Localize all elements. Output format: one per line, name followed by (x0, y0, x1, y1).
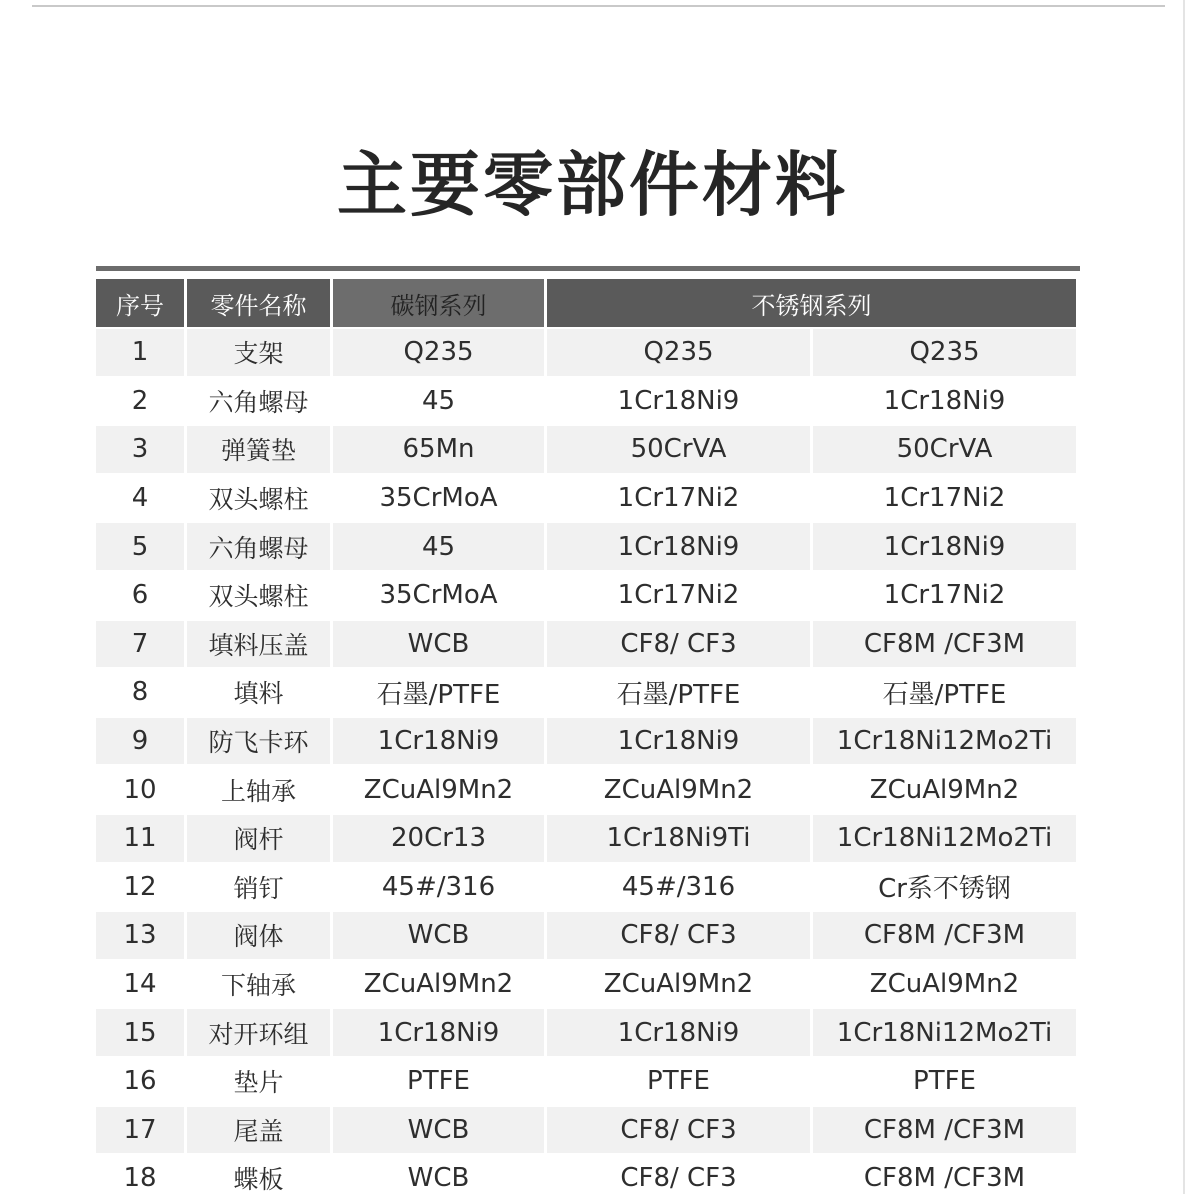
cell-part-name: 阀体 (187, 912, 330, 959)
cell-stainless-2: 1Cr18Ni12Mo2Ti (813, 815, 1076, 862)
header-stainless-steel: 不锈钢系列 (547, 279, 1076, 327)
cell-stainless-1: 1Cr18Ni9 (547, 523, 810, 570)
cell-stainless-2: PTFE (813, 1058, 1076, 1105)
cell-part-name: 防飞卡环 (187, 718, 330, 765)
cell-stainless-1: CF8/ CF3 (547, 621, 810, 668)
cell-stainless-1: CF8/ CF3 (547, 1107, 810, 1154)
cell-index: 11 (96, 815, 184, 862)
table-row (96, 1107, 1080, 1154)
cell-stainless-2: ZCuAl9Mn2 (813, 961, 1076, 1008)
cell-index: 15 (96, 1009, 184, 1056)
cell-stainless-1: 1Cr18Ni9 (547, 718, 810, 765)
cell-stainless-1: 1Cr18Ni9Ti (547, 815, 810, 862)
cell-carbon-steel: 45 (333, 378, 544, 425)
materials-table (96, 266, 1080, 1204)
cell-stainless-1: 45#/316 (547, 864, 810, 911)
cell-stainless-1: CF8/ CF3 (547, 1155, 810, 1202)
cell-index: 8 (96, 669, 184, 716)
cell-carbon-steel: 20Cr13 (333, 815, 544, 862)
cell-carbon-steel: 65Mn (333, 426, 544, 473)
top-divider (32, 5, 1165, 7)
cell-part-name: 蝶板 (187, 1155, 330, 1202)
cell-stainless-2: CF8M /CF3M (813, 1107, 1076, 1154)
cell-carbon-steel: 45#/316 (333, 864, 544, 911)
cell-part-name: 阀杆 (187, 815, 330, 862)
table-row (96, 912, 1080, 959)
cell-carbon-steel: WCB (333, 621, 544, 668)
cell-part-name: 填料压盖 (187, 621, 330, 668)
table-row (96, 815, 1080, 862)
cell-stainless-2: CF8M /CF3M (813, 912, 1076, 959)
cell-stainless-2: CF8M /CF3M (813, 1155, 1076, 1202)
cell-stainless-1: 1Cr18Ni9 (547, 378, 810, 425)
cell-stainless-2: 石墨/PTFE (813, 669, 1076, 716)
table-header-row (96, 279, 1080, 327)
cell-part-name: 六角螺母 (187, 378, 330, 425)
cell-stainless-2: Q235 (813, 329, 1076, 376)
cell-stainless-1: 1Cr17Ni2 (547, 572, 810, 619)
table-row (96, 718, 1080, 765)
cell-index: 9 (96, 718, 184, 765)
cell-stainless-2: 1Cr17Ni2 (813, 475, 1076, 522)
table-body (96, 329, 1080, 1202)
cell-stainless-2: CF8M /CF3M (813, 621, 1076, 668)
table-row (96, 864, 1080, 911)
cell-part-name: 填料 (187, 669, 330, 716)
cell-stainless-2: 1Cr18Ni9 (813, 523, 1076, 570)
cell-index: 10 (96, 766, 184, 813)
cell-index: 3 (96, 426, 184, 473)
cell-part-name: 双头螺柱 (187, 475, 330, 522)
cell-index: 6 (96, 572, 184, 619)
cell-stainless-1: PTFE (547, 1058, 810, 1105)
header-part-name: 零件名称 (187, 279, 330, 327)
cell-index: 4 (96, 475, 184, 522)
header-index: 序号 (96, 279, 184, 327)
cell-stainless-2: ZCuAl9Mn2 (813, 766, 1076, 813)
cell-carbon-steel: WCB (333, 1155, 544, 1202)
cell-stainless-2: 1Cr18Ni9 (813, 378, 1076, 425)
cell-carbon-steel: ZCuAl9Mn2 (333, 766, 544, 813)
cell-stainless-1: 1Cr17Ni2 (547, 475, 810, 522)
table-row (96, 1155, 1080, 1202)
cell-stainless-1: CF8/ CF3 (547, 912, 810, 959)
cell-index: 16 (96, 1058, 184, 1105)
cell-carbon-steel: 35CrMoA (333, 572, 544, 619)
cell-part-name: 对开环组 (187, 1009, 330, 1056)
cell-stainless-2: 1Cr18Ni12Mo2Ti (813, 1009, 1076, 1056)
cell-part-name: 垫片 (187, 1058, 330, 1105)
table-row (96, 572, 1080, 619)
table-row (96, 426, 1080, 473)
cell-stainless-1: 50CrVA (547, 426, 810, 473)
cell-stainless-1: 石墨/PTFE (547, 669, 810, 716)
cell-carbon-steel: 35CrMoA (333, 475, 544, 522)
cell-index: 13 (96, 912, 184, 959)
table-row (96, 766, 1080, 813)
table-row (96, 329, 1080, 376)
cell-carbon-steel: PTFE (333, 1058, 544, 1105)
cell-index: 1 (96, 329, 184, 376)
cell-stainless-1: ZCuAl9Mn2 (547, 766, 810, 813)
cell-stainless-2: 1Cr18Ni12Mo2Ti (813, 718, 1076, 765)
table-row (96, 621, 1080, 668)
cell-carbon-steel: 石墨/PTFE (333, 669, 544, 716)
cell-carbon-steel: 1Cr18Ni9 (333, 718, 544, 765)
cell-index: 17 (96, 1107, 184, 1154)
table-row (96, 961, 1080, 1008)
cell-stainless-2: 50CrVA (813, 426, 1076, 473)
table-row (96, 669, 1080, 716)
cell-index: 14 (96, 961, 184, 1008)
cell-part-name: 支架 (187, 329, 330, 376)
cell-stainless-2: 1Cr17Ni2 (813, 572, 1076, 619)
cell-index: 5 (96, 523, 184, 570)
table-top-rule (96, 266, 1080, 271)
cell-part-name: 销钉 (187, 864, 330, 911)
header-carbon-steel: 碳钢系列 (333, 279, 544, 327)
cell-part-name: 弹簧垫 (187, 426, 330, 473)
cell-carbon-steel: WCB (333, 1107, 544, 1154)
cell-index: 7 (96, 621, 184, 668)
table-row (96, 1058, 1080, 1105)
cell-carbon-steel: 45 (333, 523, 544, 570)
cell-index: 12 (96, 864, 184, 911)
cell-part-name: 上轴承 (187, 766, 330, 813)
cell-stainless-1: 1Cr18Ni9 (547, 1009, 810, 1056)
cell-stainless-1: ZCuAl9Mn2 (547, 961, 810, 1008)
table-row (96, 523, 1080, 570)
table-row (96, 475, 1080, 522)
cell-carbon-steel: Q235 (333, 329, 544, 376)
cell-part-name: 下轴承 (187, 961, 330, 1008)
page-title: 主要零部件材料 (337, 144, 848, 226)
cell-stainless-1: Q235 (547, 329, 810, 376)
cell-carbon-steel: ZCuAl9Mn2 (333, 961, 544, 1008)
cell-part-name: 六角螺母 (187, 523, 330, 570)
cell-part-name: 双头螺柱 (187, 572, 330, 619)
cell-stainless-2: Cr系不锈钢 (813, 864, 1076, 911)
cell-carbon-steel: WCB (333, 912, 544, 959)
cell-part-name: 尾盖 (187, 1107, 330, 1154)
cell-index: 18 (96, 1155, 184, 1202)
cell-index: 2 (96, 378, 184, 425)
cell-carbon-steel: 1Cr18Ni9 (333, 1009, 544, 1056)
table-row (96, 1009, 1080, 1056)
table-row (96, 378, 1080, 425)
